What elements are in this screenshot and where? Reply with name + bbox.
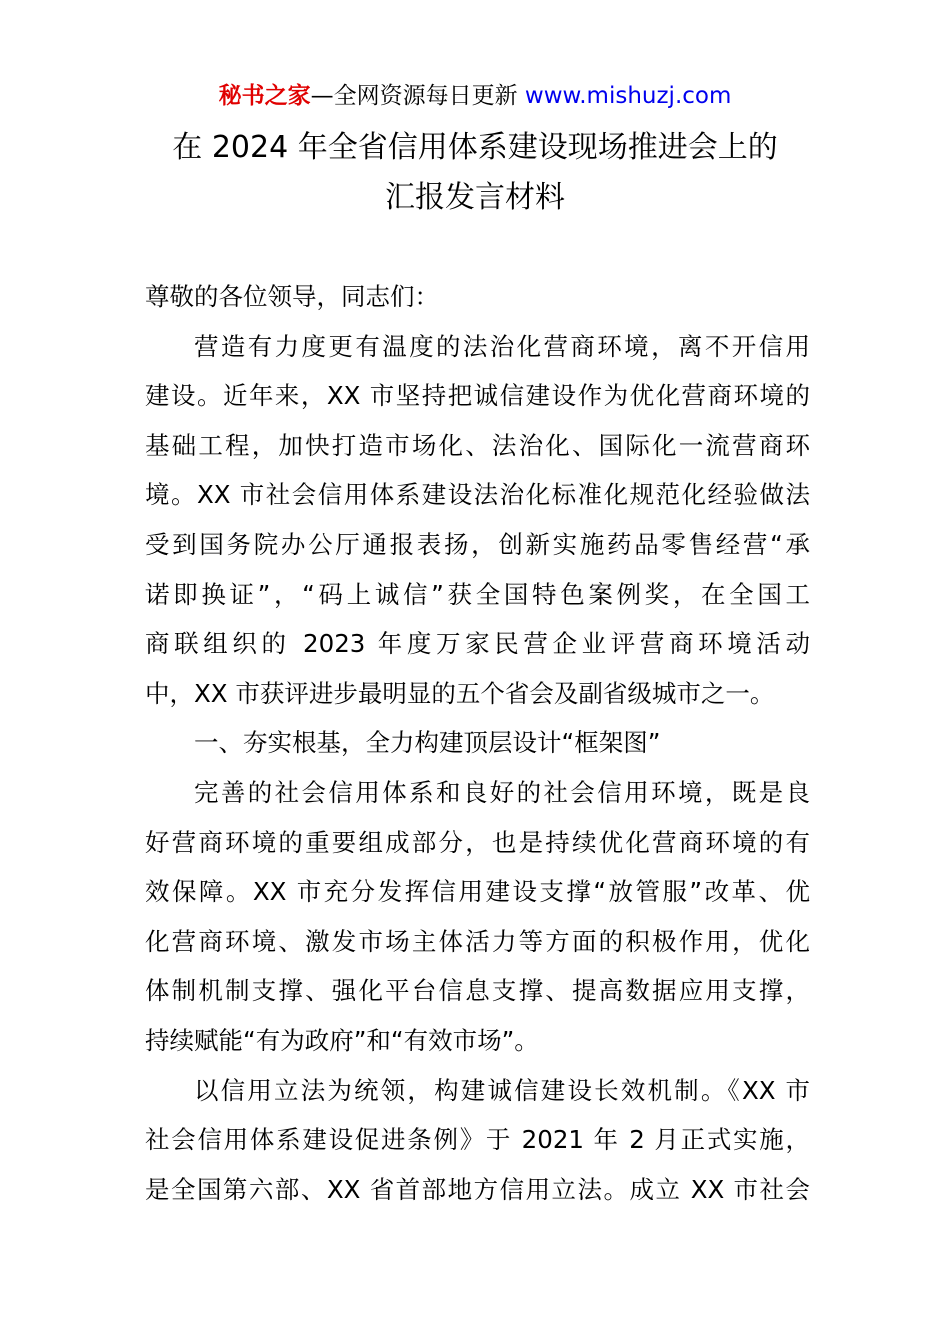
document-body [145, 277, 810, 1219]
text-line: 化营商环境、激发市场主体活力等方面的积极作用，优化 [145, 926, 810, 956]
salutation: 尊敬的各位领导，同志们： [145, 282, 439, 311]
text-line: 商联组织的 2023 年度万家民营企业评营商环境活动 [145, 629, 810, 659]
text-line: 效保障。XX 市充分发挥信用建设支撑“放管服”改革、优 [145, 877, 810, 907]
site-banner [0, 80, 950, 112]
text-line: 诺即换证”，“码上诚信”获全国特色案例奖，在全国工 [145, 579, 810, 609]
document-title-line-1: 在 2024 年全省信用体系建设现场推进会上的 [172, 130, 778, 165]
text-line: 好营商环境的重要组成部分，也是持续优化营商环境的有 [145, 827, 810, 857]
text-line: 建设。近年来，XX 市坚持把诚信建设作为优化营商环境的 [145, 381, 810, 411]
text-line: 社会信用体系建设促进条例》于 2021 年 2 月正式实施， [145, 1125, 810, 1155]
site-link[interactable]: www.mishuzj.com [524, 83, 732, 109]
banner-tagline: —全网资源每日更新 [310, 83, 525, 109]
text-line: 中，XX 市获评进步最明显的五个省会及副省级城市之一。 [145, 678, 775, 708]
text-line: 受到国务院办公厅通报表扬，创新实施药品零售经营“承 [145, 529, 810, 559]
document-title-line-2: 汇报发言材料 [385, 180, 565, 215]
text-line: 体制机制支撑、强化平台信息支撑、提高数据应用支撑， [145, 976, 810, 1006]
text-line: 境。XX 市社会信用体系建设法治化标准化规范化经验做法 [145, 480, 810, 510]
text-line: 持续赋能“有为政府”和“有效市场”。 [145, 1025, 539, 1055]
text-line: 以信用立法为统领，构建诚信建设长效机制。《XX 市 [194, 1075, 810, 1105]
section-heading: 一、夯实根基，全力构建顶层设计“框架图” [194, 728, 661, 758]
text-line: 是全国第六部、XX 省首部地方信用立法。成立 XX 市社会 [145, 1174, 810, 1204]
text-line: 完善的社会信用体系和良好的社会信用环境，既是良 [194, 777, 810, 807]
text-line: 基础工程，加快打造市场化、法治化、国际化一流营商环 [145, 430, 810, 460]
text-line: 营造有力度更有温度的法治化营商环境，离不开信用 [194, 331, 810, 361]
brand-name: 秘书之家 [218, 83, 311, 109]
